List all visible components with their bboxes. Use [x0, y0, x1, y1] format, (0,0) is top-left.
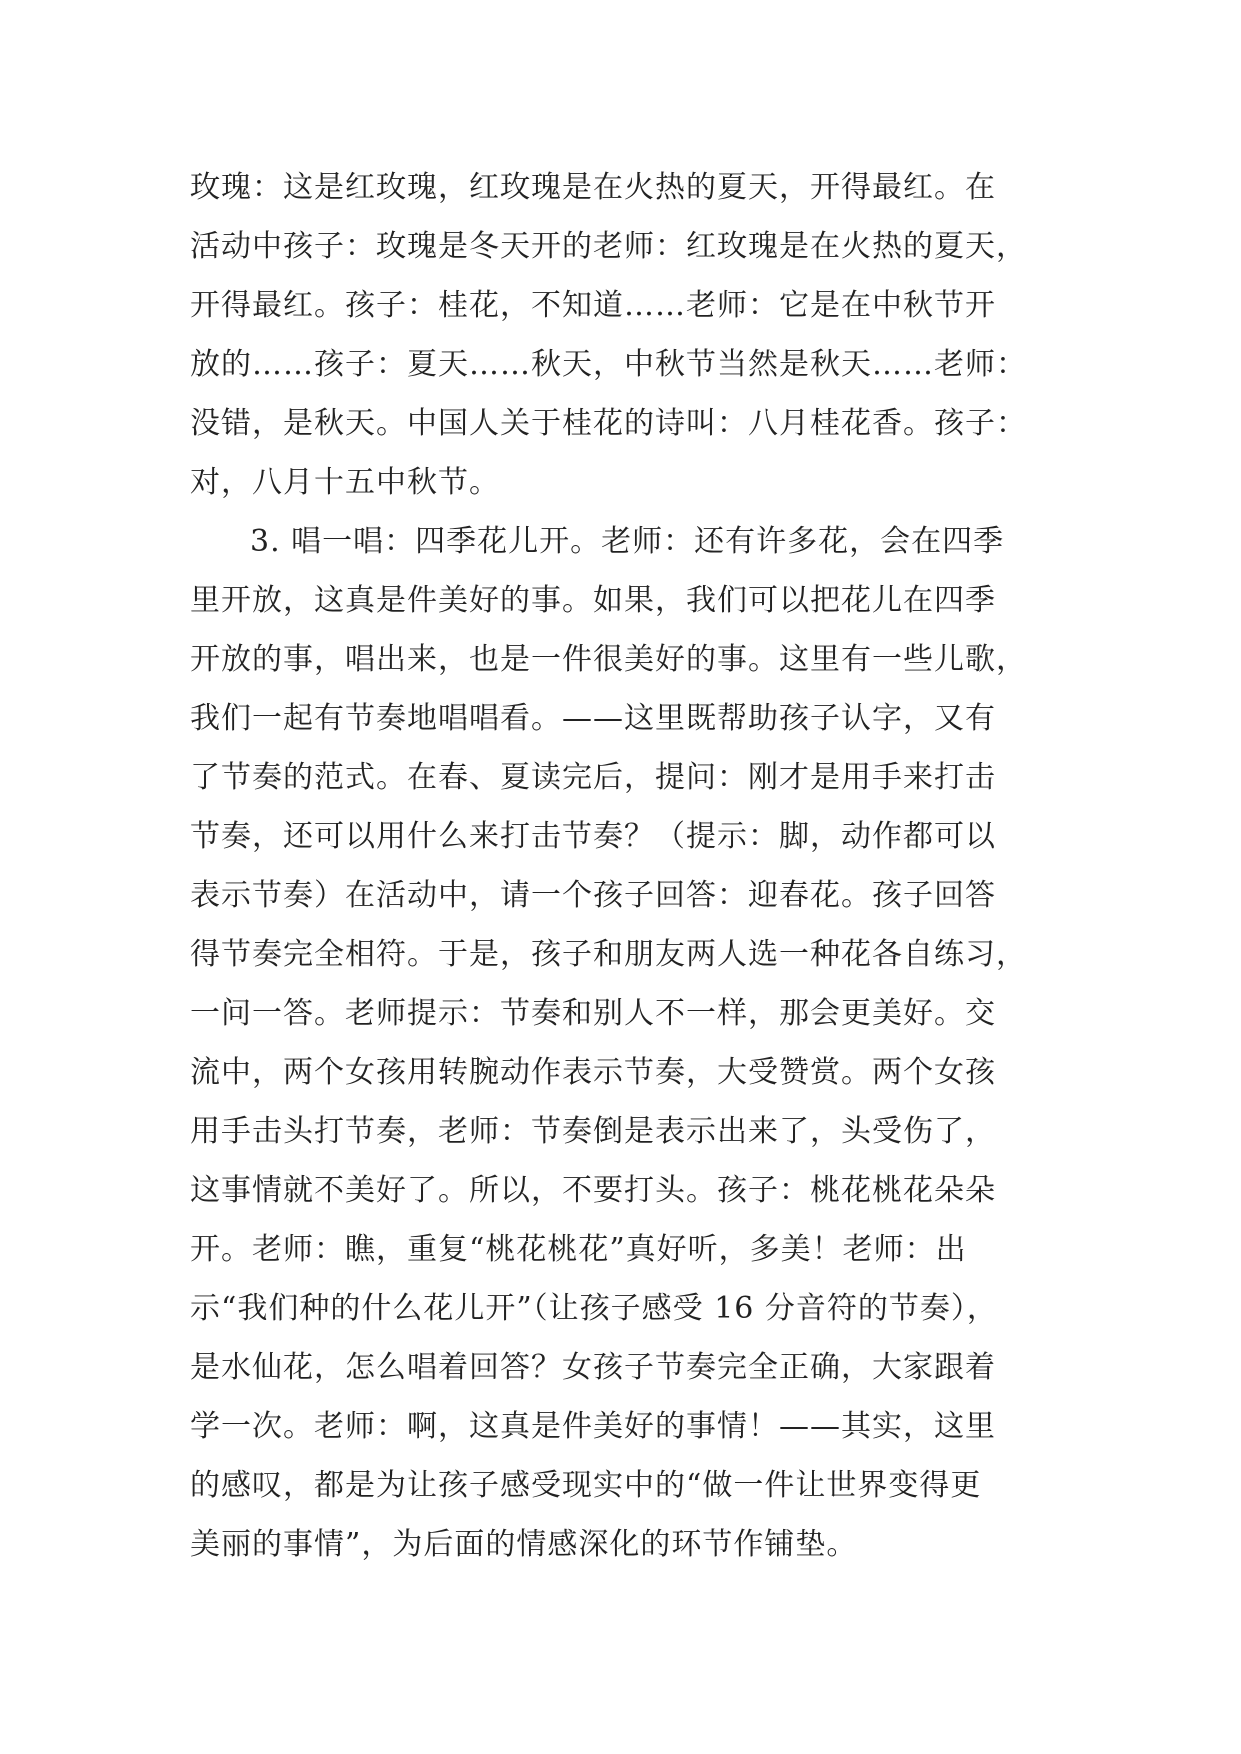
- paragraph-rose-osmanthus: [190, 158, 1052, 512]
- text-line: 玫瑰：这是红玫瑰，红玫瑰是在火热的夏天，开得最红。在: [190, 170, 996, 205]
- text-line: 示“我们种的什么花儿开”（让孩子感受 16 分音符的节奏），: [190, 1291, 998, 1326]
- text-line: 这事情就不美好了。所以，不要打头。孩子：桃花桃花朵朵: [190, 1173, 996, 1208]
- text-line: 的感叹，都是为让孩子感受现实中的“做一件让世界变得更: [190, 1468, 982, 1503]
- text-line: 一问一答。老师提示：节奏和别人不一样，那会更美好。交: [190, 996, 996, 1031]
- text-line: 里开放，这真是件美好的事。如果，我们可以把花儿在四季: [190, 583, 996, 618]
- text-line: 开放的事，唱出来，也是一件很美好的事。这里有一些儿歌，: [190, 642, 1027, 677]
- text-line: 表示节奏）在活动中，请一个孩子回答：迎春花。孩子回答: [190, 878, 996, 913]
- text-line: 活动中孩子：玫瑰是冬天开的老师：红玫瑰是在火热的夏天，: [190, 229, 1027, 264]
- text-line: 开。老师：瞧，重复“桃花桃花”真好听，多美！老师：出: [190, 1232, 967, 1267]
- text-line: 了节奏的范式。在春、夏读完后，提问：刚才是用手来打击: [190, 760, 996, 795]
- text-line: 学一次。老师：啊，这真是件美好的事情！——其实，这里: [190, 1409, 996, 1444]
- text-line: 我们一起有节奏地唱唱看。——这里既帮助孩子认字，又有: [190, 701, 996, 736]
- text-line: 对，八月十五中秋节。: [190, 465, 500, 500]
- paragraph-sing-four-seasons: [190, 512, 1052, 1574]
- text-line: 开得最红。孩子：桂花，不知道……老师：它是在中秋节开: [190, 288, 996, 323]
- text-line: 流中，两个女孩用转腕动作表示节奏，大受赞赏。两个女孩: [190, 1055, 996, 1090]
- text-line: 放的……孩子：夏天……秋天，中秋节当然是秋天……老师：: [190, 347, 1027, 382]
- text-line: 得节奏完全相符。于是，孩子和朋友两人选一种花各自练习，: [190, 937, 1027, 972]
- text-line: 没错，是秋天。中国人关于桂花的诗叫：八月桂花香。孩子：: [190, 406, 1027, 441]
- text-line: 美丽的事情”，为后面的情感深化的环节作铺垫。: [190, 1527, 858, 1562]
- text-line: 是水仙花，怎么唱着回答？女孩子节奏完全正确，大家跟着: [190, 1350, 996, 1385]
- text-line: 用手击头打节奏，老师：节奏倒是表示出来了，头受伤了，: [190, 1114, 996, 1149]
- text-line-first: 3. 唱一唱：四季花儿开。老师：还有许多花，会在四季: [250, 524, 1005, 559]
- text-line: 节奏，还可以用什么来打击节奏？（提示：脚，动作都可以: [190, 819, 996, 854]
